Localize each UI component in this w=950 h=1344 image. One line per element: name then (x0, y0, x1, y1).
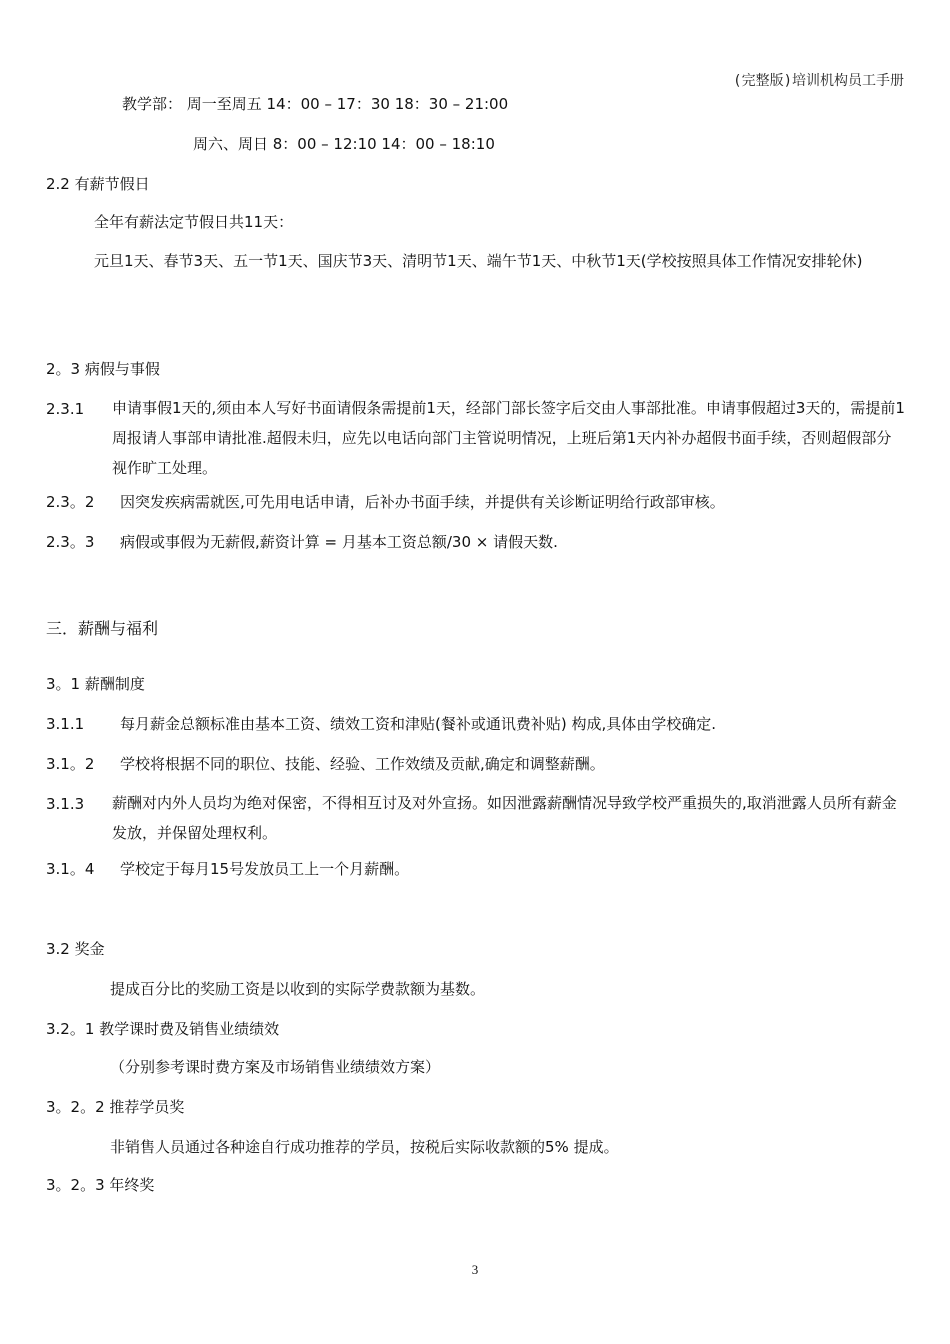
running-header: (完整版)培训机构员工手册 (733, 73, 904, 89)
section-2-2-holidays: 元旦1天、春节3天、五一节1天、国庆节3天、清明节1天、端午节1天、中秋节1天(学校按照具体工作情况安排轮休) (94, 252, 863, 270)
section-3-2-2-heading: 3。2。2 推荐学员奖 (46, 1098, 185, 1116)
section-2-2-heading: 2.2 有薪节假日 (46, 175, 150, 193)
item-number: 3.1.3 (46, 795, 85, 813)
section-3-1-heading: 3。1 薪酬制度 (46, 675, 145, 693)
item-text: 学校将根据不同的职位、技能、经验、工作效绩及贡献,确定和调整薪酬。 (120, 755, 605, 773)
item-text: 薪酬对内外人员均为绝对保密，不得相互讨及对外宣扬。如因泄露薪酬情况导致学校严重损失的,取消泄露人员所有薪金发放，并保留处理权利。 (112, 794, 897, 842)
item-text: 申请事假1天的,须由本人写好书面请假条需提前1天，经部门部长签字后交由人事部批准。申请事假超过3天的，需提前1周报请人事部申请批准.超假未归，应先以电话向部门主管说明情况，上班后第1天内补办超假书面手续，否则超假部分视作旷工处理。 (112, 399, 905, 477)
schedule-weekdays: 教学部： 周一至周五 14：00 – 17：30 18：30 – 21:00 (122, 95, 509, 113)
item-number: 2.3.1 (46, 400, 85, 418)
chapter-3-title: 三．薪酬与福利 (46, 619, 159, 638)
section-3-2-intro: 提成百分比的奖励工资是以收到的实际学费款额为基数。 (110, 980, 486, 998)
section-3-2-1-heading: 3.2。1 教学课时费及销售业绩绩效 (46, 1020, 280, 1038)
page-number: 3 (471, 1262, 479, 1277)
schedule-weekend: 周六、周日 8：00 – 12:10 14：00 – 18:10 (193, 135, 495, 153)
item-text: 学校定于每月15号发放员工上一个月薪酬。 (120, 860, 410, 878)
section-2-2-intro: 全年有薪法定节假日共11天： (94, 213, 294, 231)
item-number: 3.1。2 (46, 755, 95, 773)
section-3-2-2-text: 非销售人员通过各种途自行成功推荐的学员，按税后实际收款额的5% 提成。 (110, 1138, 619, 1156)
item-number: 2.3。2 (46, 493, 95, 511)
item-number: 3.1。4 (46, 860, 95, 878)
section-3-2-3-heading: 3。2。3 年终奖 (46, 1176, 155, 1194)
item-number: 2.3。3 (46, 533, 95, 551)
item-text: 病假或事假为无薪假,薪资计算 = 月基本工资总额/30 × 请假天数. (120, 533, 558, 551)
item-text: 因突发疾病需就医,可先用电话申请，后补办书面手续，并提供有关诊断证明给行政部审核。 (120, 493, 725, 511)
item-number: 3.1.1 (46, 715, 85, 733)
section-3-2-heading: 3.2 奖金 (46, 940, 105, 958)
section-3-2-1-note: （分别参考课时费方案及市场销售业绩绩效方案） (110, 1058, 441, 1076)
section-2-3-heading: 2。3 病假与事假 (46, 360, 160, 378)
item-text: 每月薪金总额标准由基本工资、绩效工资和津贴(餐补或通讯费补贴) 构成,具体由学校确定. (120, 715, 717, 733)
